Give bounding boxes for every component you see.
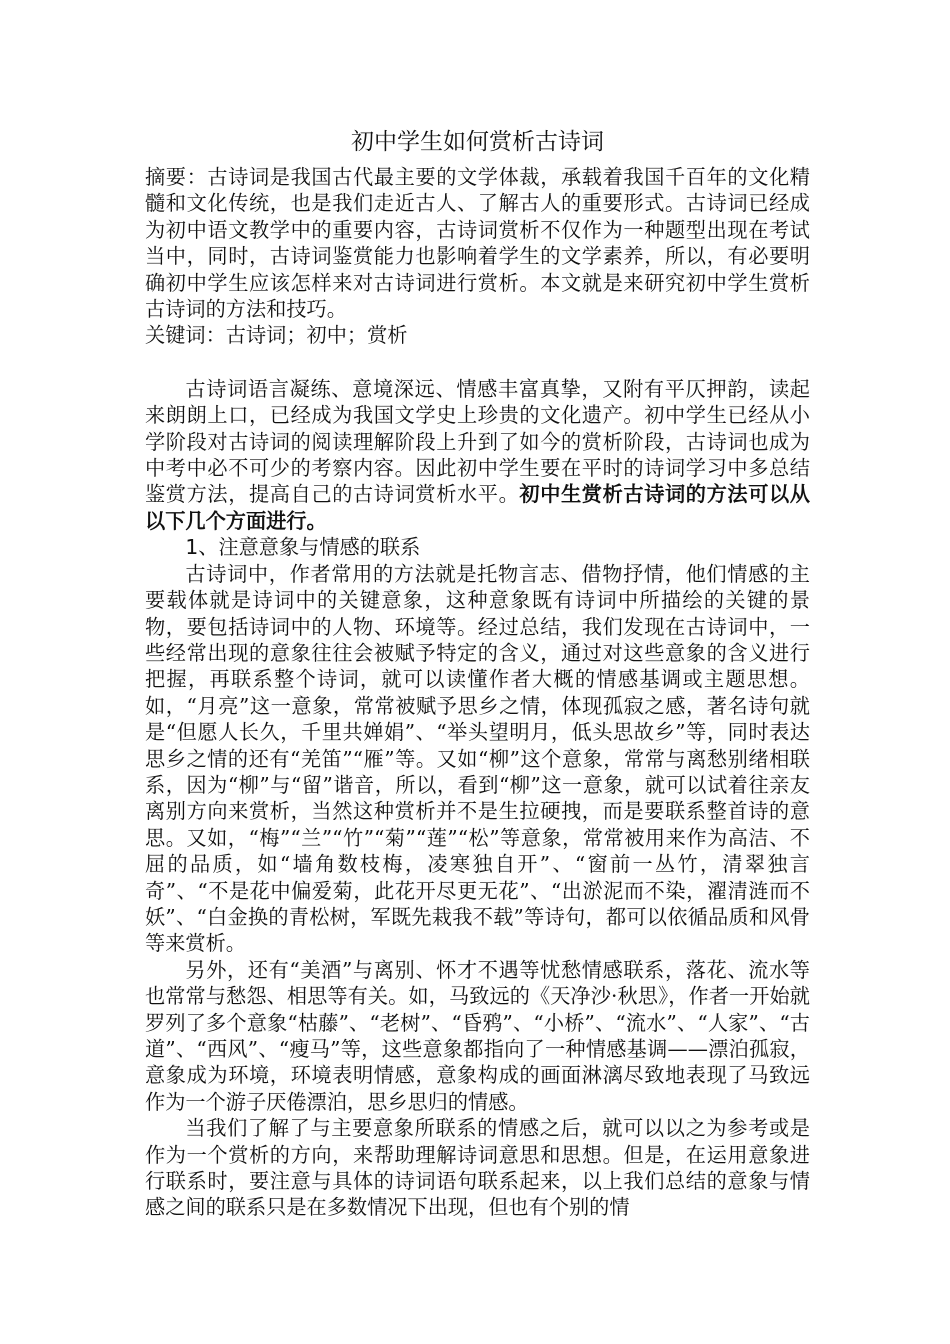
keywords-text: 古诗词；初中；赏析	[225, 323, 408, 348]
keywords	[145, 322, 810, 348]
document-title: 初中学生如何赏析古诗词	[351, 129, 604, 155]
document-body	[145, 128, 810, 1221]
intro-paragraph	[145, 376, 810, 534]
section-heading: 1、注意意象与情感的联系	[185, 535, 421, 560]
abstract-text: 古诗词是我国古代最主要的文学体裁，承载着我国千百年的文化精髓和文化传统，也是我们走近古人、了解古人的重要形式。古诗词已经成为初中语文教学中的重要内容，古诗词赏析不仅作为一种题型出现在考试当中，同时，古诗词鉴赏能力也影响着学生的文学素养，所以，有必要明确初中学生应该怎样来对古诗词进行赏析。本文就是来研究初中学生赏析古诗词的方法和技巧。	[145, 165, 810, 322]
intro-bold-text: 初中生赏析古诗词的方法可以从以下几个方面进行。	[145, 482, 810, 533]
abstract-label: 摘要：	[145, 165, 208, 189]
body-paragraph-2: 另外，还有“美酒”与离别、怀才不遇等忧愁情感联系，落花、流水等也常常与愁怨、相思等有关。如，马致远的《天净沙·秋思》，作者一开始就罗列了多个意象“枯藤”、“老树”、“昏鸦”、“小桥”、“流水”、“人家”、“古道”、“西风”、“瘦马”等，这些意象都指向了一种情感基调——漂泊孤寂，意象成为环境，环境表明情感，意象构成的画面淋漓尽致地表现了马致远作为一个游子厌倦漂泊，思乡思归的情感。	[145, 957, 810, 1114]
body-paragraph-3: 当我们了解了与主要意象所联系的情感之后，就可以以之为参考或是作为一个赏析的方向，来帮助理解诗词意思和思想。但是，在运用意象进行联系时，要注意与具体的诗词语句联系起来，以上我们总结的意象与情感之间的联系只是在多数情况下出现，但也有个别的情	[145, 1116, 810, 1220]
abstract	[145, 164, 810, 322]
blank-line	[145, 349, 810, 376]
body-paragraph-1: 古诗词中，作者常用的方法就是托物言志、借物抒情，他们情感的主要载体就是诗词中的关键意象，这种意象既有诗词中所描绘的关键的景物，要包括诗词中的人物、环境等。经过总结，我们发现在古诗词中，一些经常出现的意象往往会被赋予特定的含义，通过对这些意象的含义进行把握，再联系整个诗词，就可以读懂作者大概的情感基调或主题思想。如，“月亮”这一意象，常常被赋予思乡之情，体现孤寂之感，著名诗句就是“但愿人长久，千里共婵娟”、“举头望明月，低头思故乡”等，同时表达思乡之情的还有“羌笛”“雁”等。又如“柳”这个意象，常常与离愁别绪相联系，因为“柳”与“留”谐音，所以，看到“柳”这一意象，就可以试着往亲友离别方向来赏析，当然这种赏析并不是生拉硬拽，而是要联系整首诗的意思。又如，“梅”“兰”“竹”“菊”“莲”“松”等意象，常常被用来作为高洁、不屈的品质，如“墙角数枝梅，凌寒独自开”、“窗前一丛竹，清翠独言奇”、“不是花中偏爱菊，此花开尽更无花”、“出淤泥而不染，濯清涟而不妖”、“白金换的青松树，军既先栽我不载”等诗句，都可以依循品质和风骨等来赏析。	[145, 561, 810, 956]
keywords-label: 关键词：	[145, 323, 226, 348]
intro-text: 古诗词语言凝练、意境深远、情感丰富真挚，又附有平仄押韵，读起来朗朗上口，已经成为我国文学史上珍贵的文化遗产。初中学生已经从小学阶段对古诗词的阅读理解阶段上升到了如今的赏析阶段，古诗词也成为中考中必不可少的考察内容。因此初中学生要在平时的诗词学习中多总结鉴赏方法，提高自己的古诗词赏析水平。	[145, 376, 810, 507]
